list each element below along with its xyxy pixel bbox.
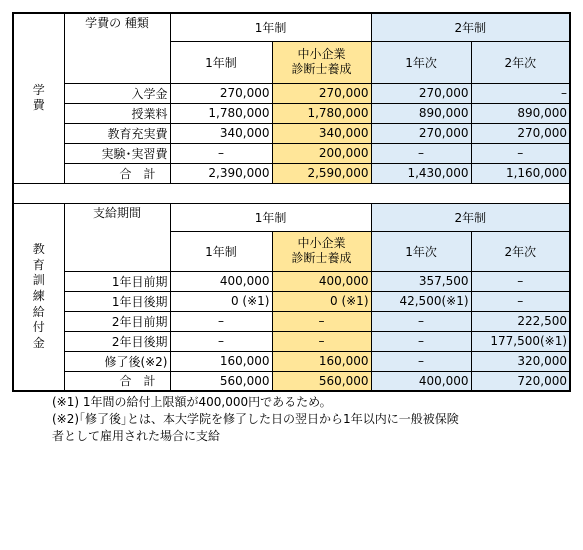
cell: 270,000	[371, 123, 471, 143]
cell: –	[170, 311, 272, 331]
cell: 0 (※1)	[272, 291, 371, 311]
col-1year: 1年制	[170, 231, 272, 271]
col-consultant-training: 中小企業 診断士養成	[272, 41, 371, 83]
cell: –	[371, 331, 471, 351]
cell: –	[471, 143, 570, 163]
cell: 890,000	[371, 103, 471, 123]
col-consultant-training: 中小企業 診断士養成	[272, 231, 371, 271]
col-1year: 1年制	[170, 41, 272, 83]
table-row	[13, 351, 570, 371]
table-row	[13, 143, 570, 163]
fee-tables	[12, 12, 569, 445]
cell: 720,000	[471, 371, 570, 391]
cell: 200,000	[272, 143, 371, 163]
cell: –	[272, 331, 371, 351]
table-row	[13, 103, 570, 123]
cell: 560,000	[170, 371, 272, 391]
table-row	[13, 123, 570, 143]
tuition-corner-label: 学費の 種類	[64, 13, 170, 83]
cell: 2,590,000	[272, 163, 371, 183]
total-row	[13, 371, 570, 391]
cell: 320,000	[471, 351, 570, 371]
table-row	[13, 291, 570, 311]
cell: 400,000	[170, 271, 272, 291]
cell: 1,160,000	[471, 163, 570, 183]
footnotes	[12, 394, 569, 445]
row-label: 2年目前期	[64, 311, 170, 331]
cell: 400,000	[272, 271, 371, 291]
separator	[13, 183, 570, 203]
cell: –	[471, 291, 570, 311]
cell: 340,000	[272, 123, 371, 143]
cell: –	[371, 143, 471, 163]
cell: 1,430,000	[371, 163, 471, 183]
row-label: 修了後(※2)	[64, 351, 170, 371]
total-row	[13, 163, 570, 183]
total-label: 合 計	[64, 163, 170, 183]
cell: 222,500	[471, 311, 570, 331]
cell: 1,780,000	[170, 103, 272, 123]
total-label: 合 計	[64, 371, 170, 391]
cell: 400,000	[371, 371, 471, 391]
table-row	[13, 331, 570, 351]
group-2year-header: 2年制	[371, 203, 570, 231]
table-row	[13, 311, 570, 331]
benefit-corner-label: 支給期間	[64, 203, 170, 271]
row-label: 教育充実費	[64, 123, 170, 143]
footnote-2-cont: 者として雇用された場合に支給	[52, 429, 221, 443]
footnote-2: (※2)｢修了後｣とは、本大学院を修了した日の翌日から1年以内に一般被保険	[52, 412, 459, 426]
cell: –	[371, 311, 471, 331]
cell: 1,780,000	[272, 103, 371, 123]
separator-row	[13, 183, 570, 203]
row-label: 1年目前期	[64, 271, 170, 291]
cell: 270,000	[371, 83, 471, 103]
row-label: 1年目後期	[64, 291, 170, 311]
cell: –	[471, 83, 570, 103]
cell: –	[272, 311, 371, 331]
row-label: 入学金	[64, 83, 170, 103]
cell: 270,000	[471, 123, 570, 143]
footnote-1: (※1) 1年間の給付上限額が400,000円であるため。	[52, 395, 332, 409]
cell: 177,500(※1)	[471, 331, 570, 351]
col-second-year: 2年次	[471, 41, 570, 83]
cell: 160,000	[170, 351, 272, 371]
cell: 0 (※1)	[170, 291, 272, 311]
cell: 890,000	[471, 103, 570, 123]
cell: 160,000	[272, 351, 371, 371]
group-2year-header: 2年制	[371, 13, 570, 41]
cell: –	[170, 143, 272, 163]
table-row	[13, 83, 570, 103]
col-first-year: 1年次	[371, 231, 471, 271]
cell: –	[371, 351, 471, 371]
group-1year-header: 1年制	[170, 13, 371, 41]
cell: 357,500	[371, 271, 471, 291]
cell: –	[471, 271, 570, 291]
cell: 340,000	[170, 123, 272, 143]
col-second-year: 2年次	[471, 231, 570, 271]
benefit-category-label: 教 育 訓 練 給 付 金	[13, 203, 64, 391]
table-row	[13, 271, 570, 291]
group-1year-header: 1年制	[170, 203, 371, 231]
row-label: 実験･実習費	[64, 143, 170, 163]
cell: 270,000	[272, 83, 371, 103]
col-first-year: 1年次	[371, 41, 471, 83]
tuition-category-label: 学 費	[13, 13, 64, 183]
cell: 2,390,000	[170, 163, 272, 183]
cell: 560,000	[272, 371, 371, 391]
row-label: 授業料	[64, 103, 170, 123]
cell: –	[170, 331, 272, 351]
tuition-table	[12, 12, 571, 392]
cell: 270,000	[170, 83, 272, 103]
row-label: 2年目後期	[64, 331, 170, 351]
cell: 42,500(※1)	[371, 291, 471, 311]
